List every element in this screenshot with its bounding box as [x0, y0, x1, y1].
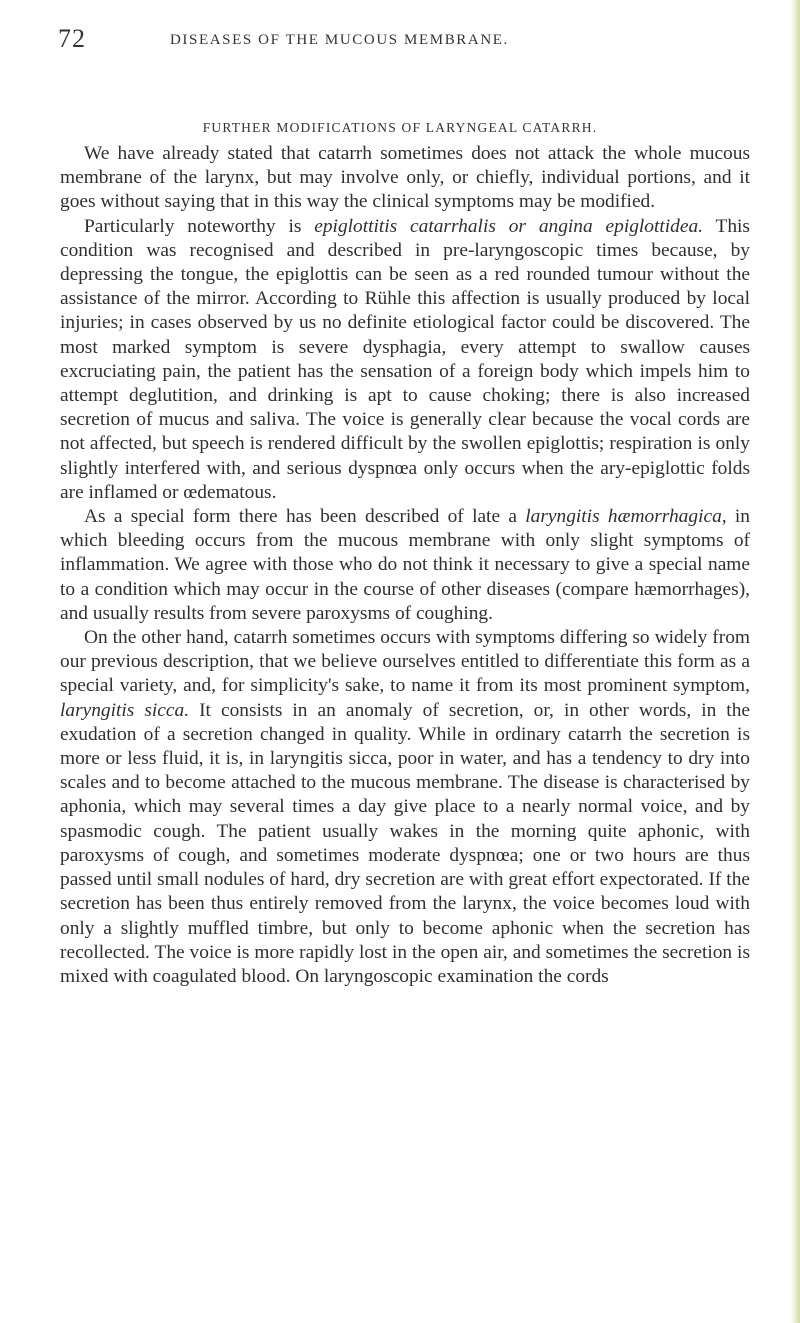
running-head: [58, 24, 748, 54]
page-number: 72: [58, 24, 86, 53]
page-edge: [790, 0, 800, 1323]
term-italic: laryngitis hæmorrhagica: [525, 506, 722, 528]
paragraph-text: , in which bleeding occurs from the mucous membrane with only slight symptoms of inflammation. We agree with those who do not think it necessary to give a special name to a condition which may occur in the course of other diseases (compare hæmorrhages), and usually results from severe paroxysms of coughing.: [60, 506, 750, 624]
paragraph-text: This condition was recognised and described in pre-laryngoscopic times because, by depressing the tongue, the epiglottis can be seen as a red rounded tumour without the assistance of the mirror. According to Rühle this affection is usually produced by local injuries; in cases observed by us no definite etiological factor could be discovered. The most marked symptom is severe dysphagia, every attempt to swallow causes excruciating pain, the patient has the sensation of a foreign body which impels him to attempt deglutition, and drinking is apt to cause choking; there is also increased secretion of mucus and saliva. The voice is generally clear because the vocal cords are not affected, but speech is rendered difficult by the swollen epiglottis; respiration is only slightly interfered with, and serious dyspnœa only occurs when the ary-epiglottic folds are inflamed or œdematous.: [60, 215, 750, 503]
paragraph-text: It consists in an anomaly of secretion, or, in other words, in the exudation of a secretion changed in quality. While in ordinary catarrh the secretion is more or less fluid, it is, in laryngitis sicca, poor in water, and has a tendency to dry into scales and to become attached to the mucous membrane. The disease is characterised by aphonia, which may several times a day give place to a nearly normal voice, and by spasmodic cough. The patient usually wakes in the morning quite aphonic, with paroxysms of cough, and sometimes moderate dyspnœa; one or two hours are thus passed until small nodules of hard, dry secretion are with great effort expectorated. If the secretion has been thus entirely removed from the larynx, the voice becomes loud with only a slightly muffled timbre, but only to become aphonic when the secretion has recollected. The voice is more rapidly lost in the open air, and sometimes the secretion is mixed with coagulated blood. On laryngoscopic examination the cords: [60, 699, 750, 987]
section-heading: FURTHER MODIFICATIONS OF LARYNGEAL CATARRH.: [202, 120, 598, 135]
term-italic: laryngitis sicca.: [60, 699, 190, 721]
paragraph-text: Particularly noteworthy is: [84, 215, 315, 237]
paragraph-text: On the other hand, catarrh sometimes occurs with symptoms differing so widely from our previous description, that we believe ourselves entitled to differentiate this form as a special variety, and, for simplicity's sake, to name it from its most prominent symptom,: [60, 627, 750, 697]
term-italic: epiglottitis catarrhalis or angina epiglottidea.: [314, 215, 703, 237]
paragraph: [60, 626, 750, 989]
running-title: DISEASES OF THE MUCOUS MEMBRANE.: [170, 32, 509, 48]
paragraph: [60, 215, 750, 505]
paragraph-text: As a special form there has been described of late a: [84, 506, 526, 528]
paragraph-text: We have already stated that catarrh sometimes does not attack the whole mucous membrane of the larynx, but may involve only, or chiefly, individual portions, and it goes without saying that in this way the clinical symptoms may be modified.: [60, 143, 750, 213]
paragraph: [60, 142, 750, 215]
body-text: [60, 142, 750, 989]
paragraph: [60, 505, 750, 626]
